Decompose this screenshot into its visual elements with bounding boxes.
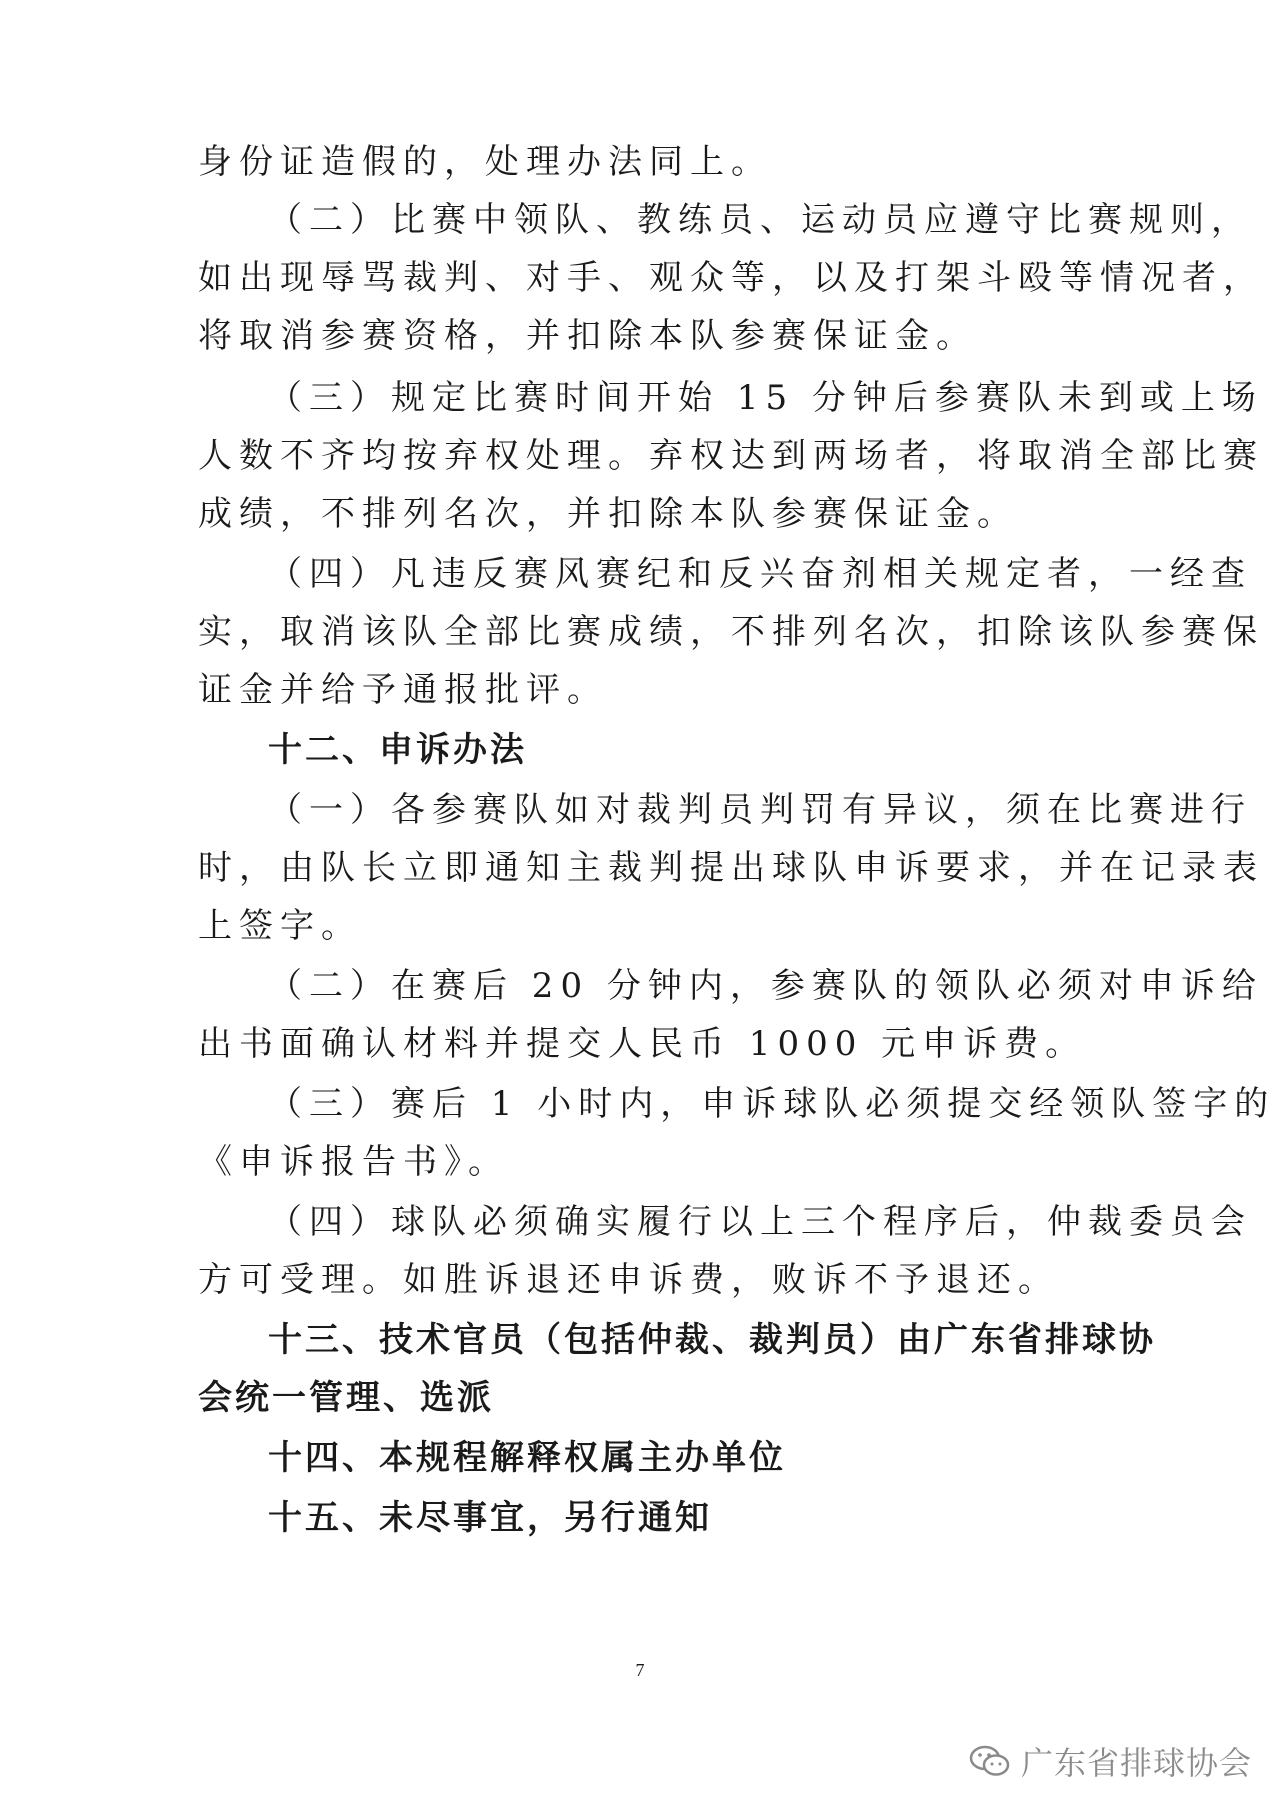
- text-line: （二）比赛中领队、教练员、运动员应遵守比赛规则，: [268, 200, 1252, 240]
- text-line: 时，由队长立即通知主裁判提出球队申诉要求，并在记录表: [198, 848, 1264, 888]
- section-heading: 十五、未尽事宜，另行通知: [268, 1498, 712, 1538]
- section-heading: 十四、本规程解释权属主办单位: [268, 1438, 786, 1478]
- page-number: 7: [635, 1660, 645, 1680]
- text-line: （一）各参赛队如对裁判员判罚有异议，须在比赛进行: [268, 790, 1252, 830]
- text-line: 实，取消该队全部比赛成绩，不排列名次，扣除该队参赛保: [198, 612, 1264, 652]
- text-line: 方可受理。如胜诉退还申诉费，败诉不予退还。: [198, 1260, 1059, 1300]
- watermark: [969, 1738, 1252, 1784]
- text-line: 出书面确认材料并提交人民币 1000 元申诉费。: [198, 1024, 1087, 1064]
- text-line: （四）球队必须确实履行以上三个程序后，仲裁委员会: [268, 1202, 1252, 1242]
- text-line: 上签字。: [198, 906, 362, 946]
- section-heading: 会统一管理、选派: [198, 1378, 494, 1418]
- text-line: （二）在赛后 20 分钟内，参赛队的领队必须对申诉给: [268, 966, 1263, 1006]
- watermark-text: 广东省排球协会: [1020, 1744, 1252, 1782]
- text-line: （三）赛后 1 小时内，申诉球队必须提交经领队签字的: [268, 1084, 1276, 1124]
- text-line: 《申诉报告书》。: [198, 1142, 509, 1182]
- section-heading: 十二、申诉办法: [268, 730, 527, 770]
- text-line: 将取消参赛资格，并扣除本队参赛保证金。: [198, 316, 977, 356]
- wechat-icon: [969, 1743, 1011, 1779]
- text-line: 证金并给予通报批评。: [198, 670, 608, 710]
- text-line: 如出现辱骂裁判、对手、观众等，以及打架斗殴等情况者，: [198, 258, 1264, 298]
- text-line: 成绩，不排列名次，并扣除本队参赛保证金。: [198, 494, 1018, 534]
- text-line: 人数不齐均按弃权处理。弃权达到两场者，将取消全部比赛: [198, 436, 1264, 476]
- text-line: 身份证造假的，处理办法同上。: [198, 142, 772, 182]
- text-line: （四）凡违反赛风赛纪和反兴奋剂相关规定者，一经查: [268, 554, 1252, 594]
- text-line: （三）规定比赛时间开始 15 分钟后参赛队未到或上场: [268, 378, 1263, 418]
- section-heading: 十三、技术官员（包括仲裁、裁判员）由广东省排球协: [268, 1320, 1156, 1360]
